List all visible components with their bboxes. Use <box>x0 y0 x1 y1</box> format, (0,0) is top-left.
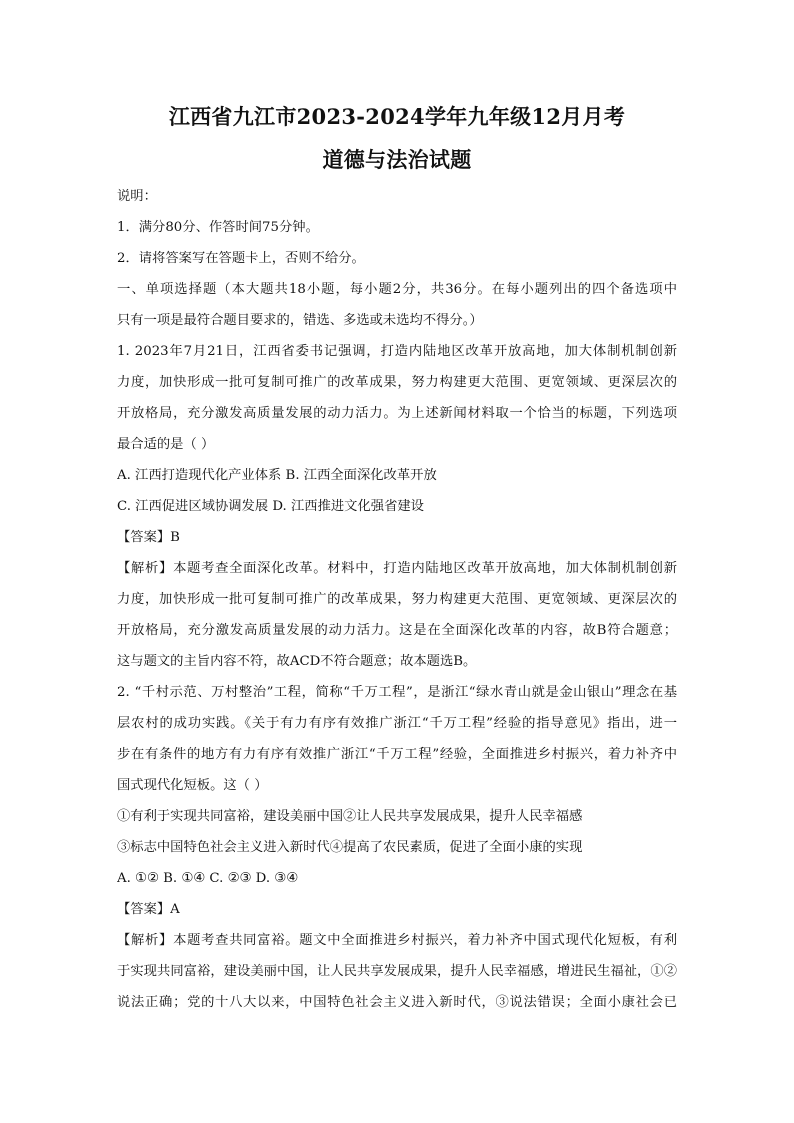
answer-line: 【答案】B <box>117 530 180 545</box>
question-stem-line: 2. “千村示范、万村整治”工程，简称“千万工程”，是浙江“绿水青山就是金山银山”理念在基 <box>117 685 677 700</box>
analysis-line: 于实现共同富裕，建设美丽中国，让人民共享发展成果，提升人民幸福感，增进民生福祉，①② <box>117 964 677 979</box>
section-heading: 一、单项选择题（本大题共18小题，每小题2分，共36分。在每小题列出的四个备选项中 <box>117 282 677 297</box>
question-stem-line: 最合适的是（ ） <box>117 437 215 452</box>
question-statement-line: ③标志中国特色社会主义进入新时代④提高了农民素质，促进了全面小康的实现 <box>117 840 583 855</box>
exam-title: 江西省九江市2023-2024学年九年级12月月考 <box>168 104 626 129</box>
answer-line: 【答案】A <box>117 902 180 917</box>
question-stem-line: 国式现代化短板。这（ ） <box>117 778 268 793</box>
question-stem-line: 1. 2023年7月21日，江西省委书记强调，打造内陆地区改革开放高地，加大体制机制创新 <box>117 344 677 359</box>
instruction-item: 2．请将答案写在答题卡上，否则不给分。 <box>117 251 365 266</box>
question-option-line: A. 江西打造现代化产业体系 B. 江西全面深化改革开放 <box>117 468 437 483</box>
question-option-line: A. ①② B. ①④ C. ②③ D. ③④ <box>117 871 299 886</box>
analysis-line: 【解析】本题考查共同富裕。题文中全面推进乡村振兴，着力补齐中国式现代化短板，有利 <box>117 933 677 948</box>
analysis-line: 开放格局，充分激发高质量发展的动力活力。这是在全面深化改革的内容，故B符合题意； <box>117 623 677 638</box>
analysis-line: 力度，加快形成一批可复制可推广的改革成果，努力构建更大范围、更宽领域、更深层次的 <box>117 592 677 607</box>
section-heading: 只有一项是最符合题目要求的，错选、多选或未选均不得分。） <box>117 313 483 328</box>
analysis-line: 说法正确；党的十八大以来，中国特色社会主义进入新时代，③说法错误；全面小康社会已 <box>117 995 677 1010</box>
question-statement-line: ①有利于实现共同富裕，建设美丽中国②让人民共享发展成果，提升人民幸福感 <box>117 809 583 824</box>
question-stem-line: 步在有条件的地方有力有序有效推广浙江“千万工程”经验，全面推进乡村振兴，着力补齐中 <box>117 747 677 762</box>
question-option-line: C. 江西促进区域协调发展 D. 江西推进文化强省建设 <box>117 499 424 514</box>
question-stem-line: 层农村的成功实践。《关于有力有序有效推广浙江“千万工程”经验的指导意见》指出，进一 <box>117 716 677 731</box>
exam-subject-title: 道德与法治试题 <box>322 147 472 172</box>
instructions-label: 说明： <box>117 189 157 204</box>
question-stem-line: 开放格局，充分激发高质量发展的动力活力。为上述新闻材料取一个恰当的标题，下列选项 <box>117 406 677 421</box>
analysis-line: 【解析】本题考查全面深化改革。材料中，打造内陆地区改革开放高地，加大体制机制创新 <box>117 561 677 576</box>
instruction-item: 1．满分80分、作答时间75分钟。 <box>117 220 319 235</box>
question-stem-line: 力度，加快形成一批可复制可推广的改革成果，努力构建更大范围、更宽领域、更深层次的 <box>117 375 677 390</box>
analysis-line: 这与题文的主旨内容不符，故ACD不符合题意；故本题选B。 <box>117 654 477 669</box>
